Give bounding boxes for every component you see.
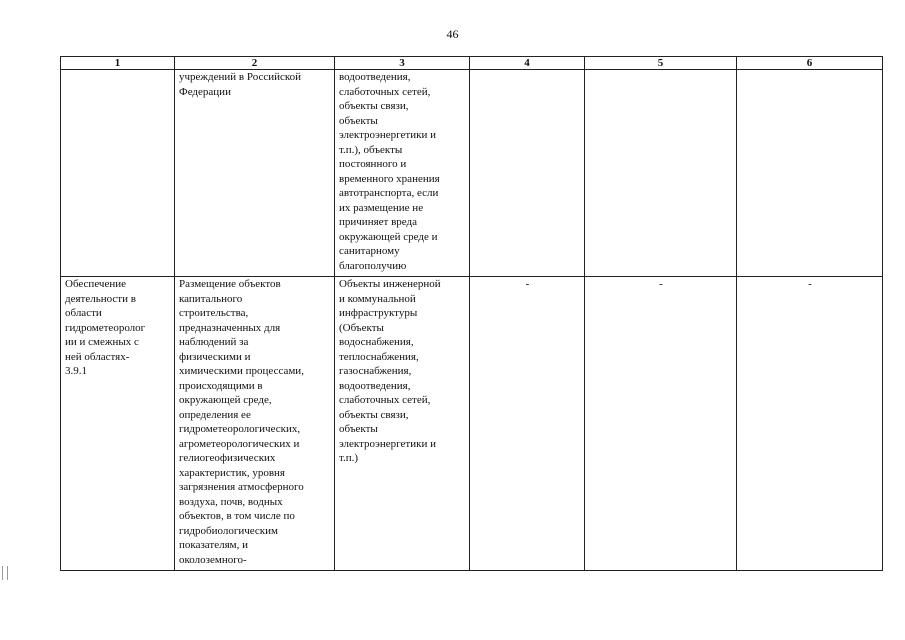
- table-cell: [737, 277, 883, 571]
- table-cell: [61, 70, 175, 277]
- column-header-2: 2: [175, 57, 335, 70]
- table-cell: [61, 277, 175, 571]
- table-cell: [585, 277, 737, 571]
- table-row: [61, 277, 883, 571]
- table-row: [61, 70, 883, 277]
- cell-text: Объекты инженерной и коммунальной инфраструктуры (Объекты водоснабжения, теплоснабжения, газоснабжения, водоотведения, слаботочных сетей, объекты связи, объекты электроэнергетики и т.п.): [339, 278, 441, 464]
- table-cell: [335, 70, 470, 277]
- table-cell: [737, 70, 883, 277]
- cell-text: учреждений в Российской Федерации: [179, 71, 302, 98]
- column-header-5: 5: [585, 57, 737, 70]
- table-header-row: [61, 57, 883, 70]
- table-cell: [585, 70, 737, 277]
- table-cell: [175, 277, 335, 571]
- column-header-1: 1: [61, 57, 175, 70]
- cell-text: -: [525, 278, 530, 290]
- table-cell: [470, 70, 585, 277]
- permitted-use-table: [60, 56, 883, 571]
- cell-text: Размещение объектов капитального строительства, предназначенных для наблюдений за физическими и химическими процессами, происходящими в окружающей среде, определения ее гидрометеорологических, агрометеорологических и гелиогеофизических характеристик, уровня загрязнения атмосферного воздуха, почв, водных объектов, в том числе по гидробиологическим показателям, и околоземного-: [179, 278, 304, 566]
- scan-edge-mark: [2, 566, 8, 580]
- table-cell: [175, 70, 335, 277]
- cell-text: Обеспечение деятельности в области гидрометеоролог ии и смежных с ней областях- 3.9.1: [65, 278, 146, 377]
- cell-text: -: [659, 278, 663, 290]
- table-cell: [470, 277, 585, 571]
- cell-text: водоотведения, слаботочных сетей, объекты связи, объекты электроэнергетики и т.п.), объекты постоянного и временного хранения автотранспорта, если их размещение не причиняет вреда окружающей среде и санитарному благополучию: [339, 71, 440, 272]
- table-cell: [335, 277, 470, 571]
- column-header-3: 3: [335, 57, 470, 70]
- page-number: 46: [446, 27, 459, 41]
- cell-text: -: [808, 278, 812, 290]
- column-header-4: 4: [470, 57, 585, 70]
- column-header-6: 6: [737, 57, 883, 70]
